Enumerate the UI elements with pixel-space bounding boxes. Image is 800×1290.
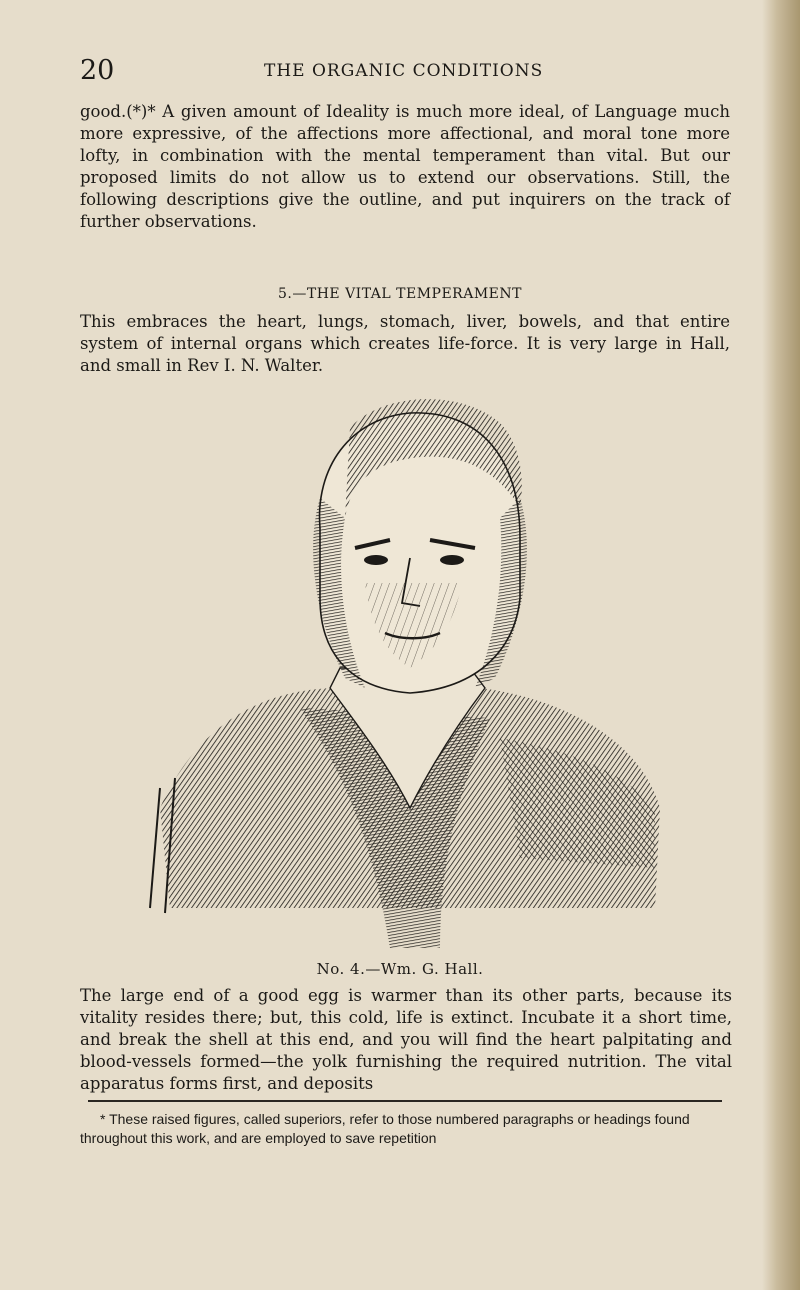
page-edge-shadow (762, 0, 800, 1290)
figure-caption: No. 4.—Wm. G. Hall. (316, 960, 484, 978)
paragraph-intro: good.(*)* A given amount of Ideality is much more ideal, of Language much more expressive, of the affections more affectional, and moral tone more lofty, in combination with the mental temperament than vital. But our proposed limits do not allow us to extend our observations. Still, the following descriptions give the outline, and put inquirers on the track of further observations. (80, 102, 730, 231)
paragraph-egg: The large end of a good egg is warmer than its other parts, because its vitality resides there; but, this cold, life is extinct. Incubate it a short time, and break the shell at this end, and you will find the heart palpitating and blood-vessels formed—the yolk furnishing the required nutrition. The vital apparatus forms first, and deposits (80, 986, 732, 1093)
footnote: * These raised figures, called superiors, refer to those numbered paragraphs or headings found throughout this work, and are employed to save repetition (80, 1111, 690, 1146)
head (313, 399, 527, 693)
page-header (80, 55, 720, 85)
portrait-engraving (140, 388, 680, 968)
footnote-rule (88, 1100, 722, 1102)
paragraph-vital: This embraces the heart, lungs, stomach, liver, bowels, and that entire system of internal organs which creates life-force. It is very large in Hall, and small in Rev I. N. Walter. (80, 312, 730, 375)
running-title: THE ORGANIC CONDITIONS (264, 61, 544, 81)
section-heading: 5.—THE VITAL TEMPERAMENT (278, 286, 522, 302)
page-number: 20 (80, 55, 115, 86)
